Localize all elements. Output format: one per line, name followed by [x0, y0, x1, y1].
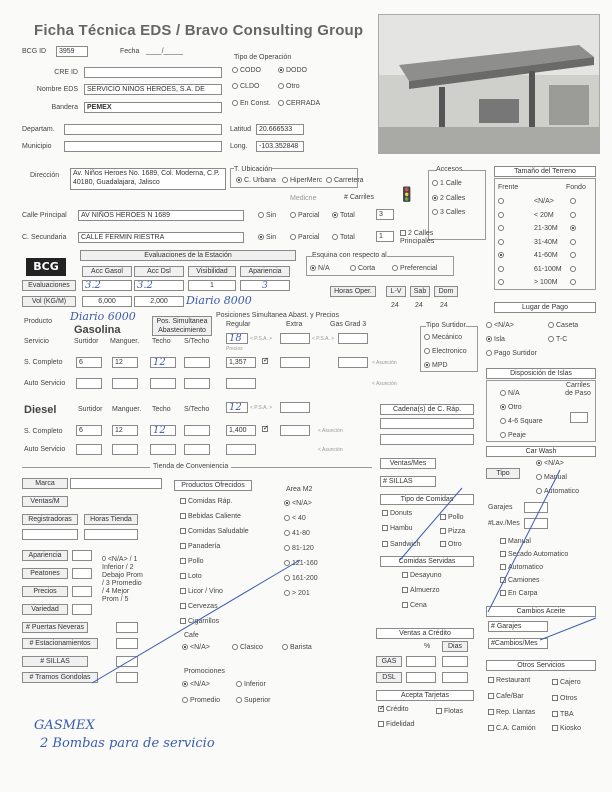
comidas-servidas-header: Comidas Servidas [380, 556, 474, 567]
cre-id-label: CRE ID [54, 69, 78, 76]
cw-automatico-radio[interactable]: Automatico [536, 488, 579, 495]
otros-llantas-check[interactable]: Rep. Llantas [488, 709, 535, 716]
cp-parcial-radio[interactable]: Parcial [290, 212, 319, 219]
credito-dsl-label: DSL [376, 672, 402, 683]
producto-label: Producto [24, 318, 53, 325]
gasgrad3-label: Gas Grad 3 [330, 321, 367, 328]
disp-otro-radio[interactable]: Otro [500, 404, 522, 411]
comida-hambu-check[interactable]: Hambu [382, 525, 413, 532]
calle-principal-field[interactable]: AV NIÑOS HEROES N 1689 [78, 210, 244, 221]
cafe-clasico-radio[interactable]: Clasico [232, 644, 263, 651]
gas-precios-label: Precios [226, 346, 243, 352]
dsl-manguer-field[interactable]: 12 [112, 425, 138, 436]
otros-camion-check[interactable]: C.A. Camión [488, 725, 536, 732]
area-m2-radio[interactable]: 121-160 [284, 560, 318, 567]
bandera-label: Bandera [51, 104, 78, 111]
nombre-eds-label: Nombre EDS [36, 86, 78, 93]
ubicacion-label: T. Ubicación [234, 166, 273, 173]
cafe-na-radio[interactable]: <N/A> [182, 644, 210, 651]
traffic-light-icon: 🚦 [398, 186, 416, 202]
tramos-gondolas-label: # Tramos Gondolas [22, 672, 98, 683]
vol-label: Vol (KG/M) [22, 296, 76, 307]
tienda-horas-label: Horas Tienda [84, 514, 138, 525]
accesos-1calle-radio[interactable]: 1 Calle [432, 180, 462, 187]
pos-simult-header: Pos. Simultanea Abastecimiento [152, 316, 212, 336]
departamento-label: Departam. [22, 126, 55, 133]
tienda-marca-label: Marca [22, 478, 68, 489]
cw-serv-automatico-check[interactable]: Automatico [500, 564, 543, 571]
pago-na-radio[interactable]: <N/A> [486, 322, 514, 329]
car-wash-tipo-label: Tipo [486, 468, 520, 479]
cambios-garajes-field[interactable]: # Garajes [488, 621, 548, 632]
dsl-s-completo-label: S. Completo [24, 428, 63, 435]
regular-label: Regular [226, 321, 251, 328]
dsl-techo-field[interactable]: 12 [150, 425, 176, 436]
promo-superior-radio[interactable]: Superior [236, 697, 270, 704]
surtidor-electronico-radio[interactable]: Electronico [424, 348, 467, 355]
direccion-label: Dirección [30, 172, 60, 179]
gas-techo-field[interactable]: 12 [150, 357, 176, 368]
vol-gas-value[interactable]: 6,000 [82, 296, 132, 307]
comida-sandwich-check[interactable]: Sandwich [382, 541, 420, 548]
evaluaciones-row-label: Evaluaciones [22, 280, 76, 291]
bandera-field[interactable]: PEMEX [84, 102, 222, 113]
cw-manual-radio[interactable]: Manual [536, 474, 567, 481]
latitud-label: Latitud [230, 126, 252, 133]
producto-ofrecido-check[interactable]: Licor / Vino [180, 588, 223, 595]
eval-apariencia-label: Apariencia [22, 550, 68, 561]
servida-almuerzo-check[interactable]: Almuerzo [402, 587, 440, 594]
fecha-label: Fecha [120, 48, 140, 55]
cw-serv-carpa-check[interactable]: En Carpa [500, 590, 538, 597]
otros-tba-check[interactable]: TBA [552, 711, 574, 718]
ventas-credito-header: Ventas a Crédito [376, 628, 474, 639]
otros-otros-check[interactable]: Otros [552, 695, 577, 702]
accesos-label: Accesos [436, 166, 463, 173]
carriles-paso-label: Carriles de Paso [565, 382, 591, 397]
bcg-id-field[interactable]: 3959 [56, 46, 88, 57]
longitud-field[interactable]: -103.352848 [256, 141, 304, 152]
horas-sab-value[interactable]: 24 [415, 302, 423, 309]
otros-kiosko-check[interactable]: Kiosko [552, 725, 581, 732]
terreno-frente-label: Frente [498, 184, 519, 191]
servida-desayuno-check[interactable]: Desayuno [402, 572, 442, 579]
servicio-label: Servicio [24, 338, 49, 345]
s-completo-label: S. Completo [24, 359, 63, 366]
producto-ofrecido-check[interactable]: Cigarrillos [180, 618, 219, 625]
strike-line-cambios [540, 618, 596, 640]
producto-ofrecido-check[interactable]: Comidas Saludable [180, 528, 249, 535]
eval-scale: 0 <N/A> / 1 Inferior / 2 Debajo Prom / 3 Promedio / 4 Mejor Prom / 5 [102, 556, 143, 603]
area-m2-radio[interactable]: < 40 [284, 515, 306, 522]
cs-parcial-radio[interactable]: Parcial [290, 234, 319, 241]
cambios-aceite-header: Cambios Aceite [486, 606, 596, 617]
page-title: Ficha Técnica EDS / Bravo Consulting Group [34, 22, 364, 39]
surtidor-col-label: Surtidor [74, 338, 99, 345]
cs-carriles-field[interactable]: 1 [376, 231, 394, 242]
eval-col-accdsl: Acc Dsl [134, 266, 184, 277]
cw-garajes-label: Garajes [488, 504, 513, 511]
eval-col-accgasol: Acc Gasol [82, 266, 132, 277]
disp-peaje-radio[interactable]: Peaje [500, 432, 526, 439]
cs-total-radio[interactable]: Total [332, 234, 355, 241]
gas-surtidor-field[interactable]: 6 [76, 357, 102, 368]
accesos-2calles-principales-check[interactable]: 2 Calles Principales [400, 230, 435, 245]
eval-col-visibilidad: Visibilidad [188, 266, 236, 277]
auto-servicio-label: Auto Servicio [24, 380, 66, 387]
esquina-label: Esquina con respecto al [312, 252, 387, 259]
ventas-mes-label: Ventas/Mes [380, 458, 436, 469]
horas-sab-label: Sab [410, 286, 430, 297]
dsl-techo-col-label: Techo [152, 406, 171, 413]
dsl-auto-servicio-label: Auto Servicio [24, 446, 66, 453]
terreno-size-label: 31-40M [534, 238, 558, 246]
eval-col-apariencia: Apariencia [240, 266, 290, 277]
area-m2-radio[interactable]: 41-80 [284, 530, 310, 537]
pago-tc-radio[interactable]: T-C [548, 336, 567, 343]
pago-isla-radio[interactable]: Isla [486, 336, 505, 343]
techo-col-label: Techo [152, 338, 171, 345]
producto-ofrecido-check[interactable]: Comidas Ráp. [180, 498, 232, 505]
dsl-psa-label: < P.S.A. > [250, 405, 273, 411]
area-m2-radio[interactable]: 161-200 [284, 575, 318, 582]
car-wash-header: Car Wash [486, 446, 596, 457]
extra-label: Extra [286, 321, 303, 328]
horas-dom-value[interactable]: 24 [440, 302, 448, 309]
cw-serv-secado-check[interactable]: Secado Automatico [500, 551, 568, 558]
ubic-urbana-radio[interactable]: C. Urbana [236, 177, 276, 184]
eval-accgasol-value[interactable]: 3.2 [82, 280, 132, 291]
eval-variedad-label: Variedad [22, 604, 68, 615]
producto-ofrecido-check[interactable]: Bebidas Caliente [180, 513, 241, 520]
comida-pizza-check[interactable]: Pizza [440, 528, 465, 535]
tarjeta-fidelidad-check[interactable]: Fidelidad [378, 721, 414, 728]
area-m2-radio[interactable]: 81-120 [284, 545, 314, 552]
longitud-label: Long. [230, 143, 248, 150]
fecha-field[interactable]: ____/_____ [146, 48, 183, 55]
dsl-asuncion-label: < Asunción [318, 428, 343, 434]
promo-inferior-radio[interactable]: Inferior [236, 681, 266, 688]
producto-ofrecido-check[interactable]: Panadería [180, 543, 220, 550]
pos-simult-abast-label: Posiciones Simultanea Abast. y Precios [216, 312, 339, 319]
accesos-3calles-radio[interactable]: 3 Calles [432, 209, 465, 216]
credito-dias-label: Dias [442, 641, 468, 652]
evaluaciones-header: Evaluaciones de la Estación [80, 250, 296, 261]
dsl-stecho-col-label: S/Techo [184, 406, 210, 413]
bcg-logo: BCG [26, 258, 66, 276]
area-m2-radio[interactable]: > 201 [284, 590, 310, 597]
gasolina-heading: Gasolina [74, 324, 121, 336]
dsl-surtidor-col-label: Surtidor [78, 406, 103, 413]
tipo-comidas-header: Tipo de Comidas [380, 494, 474, 505]
eval-peatones-label: Peatones [22, 568, 68, 579]
comida-pollo-check[interactable]: Pollo [440, 514, 464, 521]
manguer-col-label: Manguer. [110, 338, 140, 345]
otros-cajero-check[interactable]: Cajero [552, 679, 581, 686]
op-otro-radio[interactable]: Otro [278, 83, 300, 90]
sillas-field[interactable]: # SILLAS [380, 476, 436, 487]
cafe-label: Cafe [184, 632, 199, 639]
calle-secundaria-field[interactable]: CALLE FERMIN RIESTRA [78, 232, 244, 243]
pago-surtidor-radio[interactable]: Pago Surtidor [486, 350, 537, 357]
servida-cena-check[interactable]: Cena [402, 602, 427, 609]
op-cldo-radio[interactable]: CLDO [232, 83, 259, 90]
diario-note: Diario 8000 [186, 294, 252, 307]
ncarriles-label: # Carriles [344, 194, 374, 201]
otros-restaurant-check[interactable]: Restaurant [488, 677, 530, 684]
municipio-label: Municipio [22, 143, 52, 150]
tienda-header: Tienda de Conveniencia [150, 463, 231, 470]
producto-ofrecido-check[interactable]: Pollo [180, 558, 204, 565]
comida-otro-check[interactable]: Otro [440, 541, 462, 548]
dsl-precio-field[interactable]: 1,400 [226, 425, 256, 436]
tarjeta-credito-check[interactable]: ✓Crédito [378, 706, 409, 713]
op-dodo-radio[interactable]: DODO [278, 67, 307, 74]
area-m2-label: Area M2 [286, 486, 313, 493]
surtidor-mpd-radio[interactable]: MPD [424, 362, 448, 369]
calle-secundaria-label: C. Secundaria [22, 234, 67, 241]
tienda-ventas-label: Ventas/M [22, 496, 68, 507]
calle-principal-label: Calle Principal [22, 212, 67, 219]
credito-gas-label: GAS [376, 656, 402, 667]
cadena-header: Cadena(s) de C. Ráp. [380, 404, 474, 415]
op-cerrada-radio[interactable]: CERRADA [278, 100, 320, 107]
comida-donuts-check[interactable]: Donuts [382, 510, 412, 517]
otros-cafebar-check[interactable]: Cafe/Bar [488, 693, 524, 700]
terreno-size-label: <N/A> [534, 198, 554, 205]
gas-manguer-field[interactable]: 12 [112, 357, 138, 368]
producto-ofrecido-check[interactable]: Loto [180, 573, 202, 580]
dsl-pos-field[interactable]: 12 [226, 402, 248, 413]
gas-psa-label: < P.S.A. > [250, 336, 273, 342]
promo-promedio-radio[interactable]: Promedio [182, 697, 220, 704]
tipo-surtidor-label: Tipo Surtidor [426, 322, 466, 329]
promo-na-radio[interactable]: <N/A> [182, 681, 210, 688]
esq-na-radio[interactable]: N/A [310, 265, 330, 272]
estacionamientos-label: # Estacionamientos [22, 638, 98, 649]
cw-serv-camiones-check[interactable]: Camiones [500, 577, 540, 584]
terreno-size-label: 41-60M [534, 252, 558, 259]
op-enconst-radio[interactable]: En Const. [232, 100, 271, 107]
disp-na-radio[interactable]: N/A [500, 390, 520, 397]
acepta-tarjetas-header: Acepta Tarjetas [376, 690, 474, 701]
cp-sin-radio[interactable]: Sin [258, 212, 276, 219]
note-line-2: 2 Bombas para de servicio [40, 736, 215, 751]
terreno-header: Tamaño del Terreno [494, 166, 596, 177]
gas-extra-psa-label: < P.S.A. > [312, 336, 335, 342]
horas-dom-label: Dom [434, 286, 458, 297]
pago-caseta-radio[interactable]: Caseta [548, 322, 578, 329]
horas-oper-label: Horas Oper. [330, 286, 376, 297]
terreno-size-label: 21-30M [534, 225, 558, 232]
diario-gas-note: Diario 6000 [70, 310, 136, 323]
nombre-eds-field[interactable]: SERVICIO NINOS HEROES, S.A. DE [84, 84, 222, 95]
cp-carriles-field[interactable]: 3 [376, 209, 394, 220]
strike-line-tienda [92, 560, 300, 683]
bcg-id-label: BCG ID [22, 48, 47, 55]
stecho-col-label: S/Techo [184, 338, 210, 345]
eval-apariencia-value[interactable]: 3 [240, 280, 290, 291]
otros-servicios-header: Otros Servicios [486, 660, 596, 671]
vol-dsl-value[interactable]: 2,000 [134, 296, 184, 307]
accesos-2calles-radio[interactable]: 2 Calles [432, 195, 465, 202]
producto-ofrecido-check[interactable]: Cervezas [180, 603, 218, 610]
medicne-label: Medicne [290, 195, 317, 202]
cambios-mes-field[interactable]: #Cambios/Mes [488, 638, 548, 649]
tienda-registradoras-label: Registradoras [22, 514, 78, 525]
terreno-size-label: > 100M [534, 279, 558, 286]
dsl-surtidor-field[interactable]: 6 [76, 425, 102, 436]
ubic-carretera-radio[interactable]: Carretera [326, 177, 364, 184]
strike-line-carwash [488, 470, 560, 612]
esq-corta-radio[interactable]: Corta [350, 265, 375, 272]
credito-pct-label: % [424, 643, 431, 650]
surtidor-mecanico-radio[interactable]: Mecánico [424, 334, 462, 341]
productos-ofrecidos-header: Productos Ofrecidos [174, 480, 252, 491]
gas-asuncion-label: < Asunción [372, 360, 397, 366]
cw-serv-manual-check[interactable]: Manual [500, 538, 531, 545]
cafe-barista-radio[interactable]: Barista [282, 644, 312, 651]
disp-square-radio[interactable]: 4-6 Square [500, 418, 543, 425]
promociones-label: Promociones [184, 668, 225, 675]
gas-pos-field[interactable]: 18 [226, 333, 248, 344]
diesel-heading: Diesel [24, 404, 57, 416]
eval-accdsl-value[interactable]: 3.2 [134, 280, 184, 291]
terreno-size-label: < 20M [534, 211, 554, 219]
tipo-operacion-label: Tipo de Operación [234, 54, 292, 61]
horas-lv-value[interactable]: 24 [391, 302, 399, 309]
area-m2-radio[interactable]: <N/A> [284, 500, 312, 507]
cw-na-radio[interactable]: <N/A> [536, 460, 564, 467]
cs-sin-radio[interactable]: Sin [258, 234, 276, 241]
strike-line-comidas [400, 488, 462, 560]
gas-precio-field[interactable]: 1,357 [226, 357, 256, 368]
eval-precios-label: Precios [22, 586, 68, 597]
disposicion-header: Disposición de Islas [486, 368, 596, 379]
terreno-fondo-label: Fondo [566, 184, 586, 191]
terreno-size-label: 61-100M [534, 265, 562, 273]
tarjeta-flotas-check[interactable]: Flotas [436, 708, 463, 715]
puertas-neveras-label: # Puertas Neveras [22, 622, 88, 633]
cw-lavmes-label: #Lav./Mes [488, 520, 520, 527]
dsl-auto-asuncion-label: < Asunción [318, 447, 343, 453]
horas-lv-label: L-V [386, 286, 406, 297]
op-codo-radio[interactable]: CODO [232, 67, 261, 74]
gas-auto-asuncion-label: < Asunción [372, 381, 397, 387]
tienda-sillas-label: # SILLAS [22, 656, 88, 667]
note-line-1: GASMEX [34, 718, 95, 733]
latitud-field[interactable]: 20.666533 [256, 124, 304, 135]
esq-preferencial-radio[interactable]: Preferencial [392, 265, 437, 272]
direccion-field[interactable]: Av. Niños Heroes No. 1689, Col. Moderna, C.P. 40180, Guadalajara, Jalisco [70, 168, 226, 190]
dsl-manguer-col-label: Manguer. [112, 406, 142, 413]
cp-total-radio[interactable]: Total [332, 212, 355, 219]
eval-visibilidad-value[interactable]: 1 [188, 280, 236, 291]
ubic-hipermerc-radio[interactable]: HiperMerc [282, 177, 322, 184]
lugar-pago-header: Lugar de Pago [494, 302, 596, 313]
